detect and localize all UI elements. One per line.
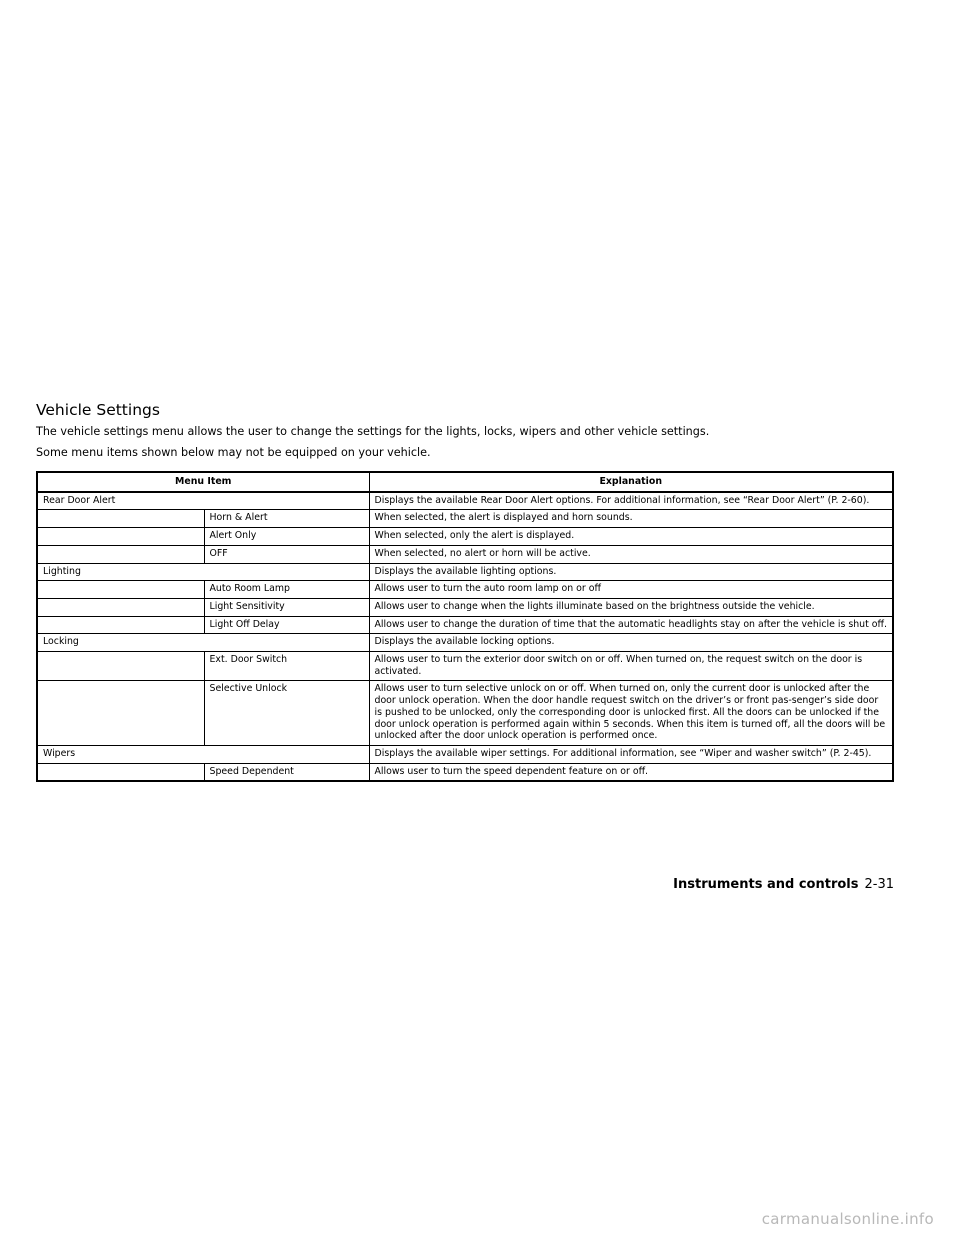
sub-item-cell: Light Off Delay: [204, 616, 369, 634]
menu-item-cell: Lighting: [37, 563, 204, 581]
explanation-cell: Allows user to turn selective unlock on or off. When turned on, only the current door is unlocked after the door unlock operation. When the door handle request switch on the driver’s or front pas-senger’s side door is pushed to be unlocked, only the corresponding door is unlocked first. All the doors can be unlocked if the door unlock operation is performed again within 5 seconds. When this item is turned off, all the doors will be unlocked after the door unlock operation is performed once.: [369, 681, 893, 746]
empty-cell: [204, 492, 369, 510]
table-row: [37, 652, 893, 681]
empty-cell: [37, 681, 204, 746]
table-row: [37, 598, 893, 616]
intro-paragraph: The vehicle settings menu allows the user to change the settings for the lights, locks, wipers and other vehicle settings.: [36, 425, 710, 438]
sub-item-cell: Speed Dependent: [204, 763, 369, 781]
explanation-cell: Allows user to turn the auto room lamp on or off: [369, 581, 893, 599]
table-header-row: [37, 472, 893, 492]
table-row: [37, 492, 893, 510]
empty-cell: [37, 652, 204, 681]
empty-cell: [204, 563, 369, 581]
explanation-cell: Displays the available locking options.: [369, 634, 893, 652]
table-row: [37, 681, 893, 746]
table-row: [37, 545, 893, 563]
watermark: carmanualsonline.info: [761, 1210, 934, 1228]
section-title: Vehicle Settings: [36, 401, 160, 419]
empty-cell: [204, 745, 369, 763]
explanation-cell: Allows user to change the duration of time that the automatic headlights stay on after the vehicle is shut off.: [369, 616, 893, 634]
sub-item-cell: OFF: [204, 545, 369, 563]
empty-cell: [37, 528, 204, 546]
sub-item-cell: Light Sensitivity: [204, 598, 369, 616]
explanation-cell: Allows user to turn the speed dependent feature on or off.: [369, 763, 893, 781]
explanation-cell: Displays the available lighting options.: [369, 563, 893, 581]
sub-item-cell: Ext. Door Switch: [204, 652, 369, 681]
empty-cell: [37, 598, 204, 616]
empty-cell: [204, 634, 369, 652]
page-number: 2-31: [864, 877, 894, 892]
header-menu-item: Menu Item: [37, 472, 369, 492]
empty-cell: [37, 581, 204, 599]
menu-item-cell: Wipers: [37, 745, 204, 763]
vehicle-settings-table: [36, 471, 894, 782]
menu-item-cell: Locking: [37, 634, 204, 652]
page-footer: [673, 877, 894, 892]
table-row: [37, 616, 893, 634]
explanation-cell: Displays the available wiper settings. For additional information, see “Wiper and washer switch” (P. 2-45).: [369, 745, 893, 763]
header-explanation: Explanation: [369, 472, 893, 492]
empty-cell: [37, 616, 204, 634]
table-row: [37, 763, 893, 781]
explanation-cell: When selected, the alert is displayed and horn sounds.: [369, 510, 893, 528]
table-row: [37, 581, 893, 599]
menu-item-cell: Rear Door Alert: [37, 492, 204, 510]
sub-item-cell: Auto Room Lamp: [204, 581, 369, 599]
table-row: [37, 528, 893, 546]
sub-item-cell: Alert Only: [204, 528, 369, 546]
explanation-cell: Displays the available Rear Door Alert options. For additional information, see “Rear Door Alert” (P. 2-60).: [369, 492, 893, 510]
table-row: [37, 563, 893, 581]
explanation-cell: When selected, only the alert is displayed.: [369, 528, 893, 546]
empty-cell: [37, 763, 204, 781]
explanation-cell: Allows user to turn the exterior door switch on or off. When turned on, the request switch on the door is activated.: [369, 652, 893, 681]
chapter-title: Instruments and controls: [673, 877, 859, 892]
table-row: [37, 745, 893, 763]
table-row: [37, 634, 893, 652]
sub-item-cell: Selective Unlock: [204, 681, 369, 746]
explanation-cell: When selected, no alert or horn will be active.: [369, 545, 893, 563]
explanation-cell: Allows user to change when the lights illuminate based on the brightness outside the vehicle.: [369, 598, 893, 616]
sub-item-cell: Horn & Alert: [204, 510, 369, 528]
table-row: [37, 510, 893, 528]
empty-cell: [37, 545, 204, 563]
empty-cell: [37, 510, 204, 528]
equipment-note: Some menu items shown below may not be equipped on your vehicle.: [36, 446, 431, 459]
